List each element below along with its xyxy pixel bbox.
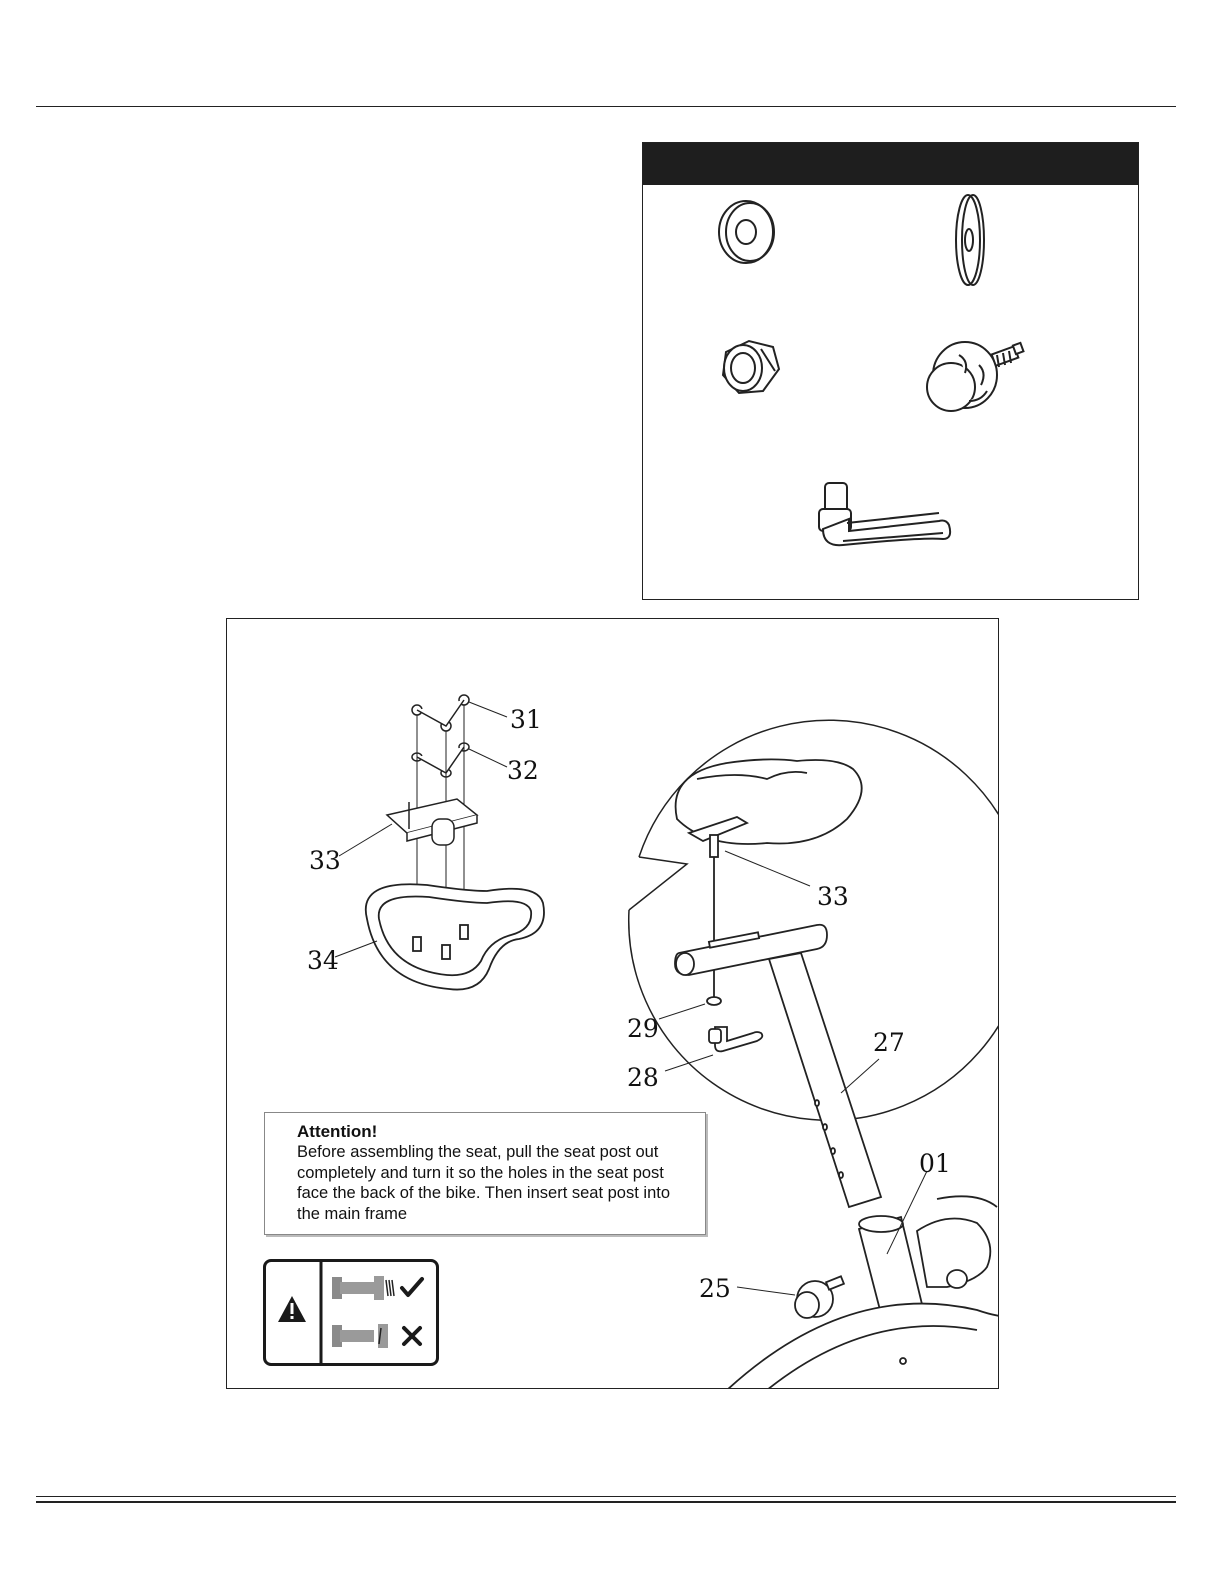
footer-rule-thin — [36, 1496, 1176, 1497]
lever-icon — [819, 483, 950, 545]
bolt-engagement-warning — [263, 1259, 439, 1366]
seat-knob — [795, 1276, 844, 1318]
attention-title: Attention! — [297, 1122, 378, 1141]
hardware-pack-art — [643, 143, 1140, 601]
knob-icon — [927, 342, 1023, 411]
callout-01: 01 — [919, 1149, 951, 1178]
attention-note — [264, 1112, 706, 1235]
attention-body: Before assembling the seat, pull the seat post out completely and turn it so the holes in the seat post face the back of the bike. Then insert seat post into the main frame — [297, 1143, 671, 1223]
callout-31: 31 — [510, 705, 542, 734]
warning-icon — [278, 1296, 306, 1322]
callout-32: 32 — [507, 756, 539, 785]
header-rule — [36, 106, 1176, 107]
callout-29: 29 — [627, 1014, 659, 1043]
callout-33-main: 33 — [817, 882, 849, 911]
bolt-correct-icon — [332, 1276, 394, 1300]
callout-33-detail: 33 — [309, 846, 341, 875]
callout-28: 28 — [627, 1063, 659, 1092]
callout-27: 27 — [873, 1028, 905, 1057]
callout-34: 34 — [307, 946, 339, 975]
bolt-incorrect-icon — [332, 1324, 388, 1348]
seat-post — [769, 953, 881, 1207]
seat-assembly-diagram — [226, 618, 999, 1389]
washer-front-icon — [719, 201, 774, 263]
check-icon — [402, 1279, 422, 1295]
cross-icon — [404, 1328, 420, 1344]
detail-hardware — [412, 695, 469, 777]
footer-rule-thick — [36, 1501, 1176, 1503]
main-frame — [727, 1196, 999, 1389]
detail-seat-base — [366, 884, 544, 989]
washer-side-icon — [956, 195, 984, 285]
hex-nut-icon — [723, 341, 779, 393]
hardware-pack-panel — [642, 142, 1139, 600]
callout-25: 25 — [699, 1274, 731, 1303]
